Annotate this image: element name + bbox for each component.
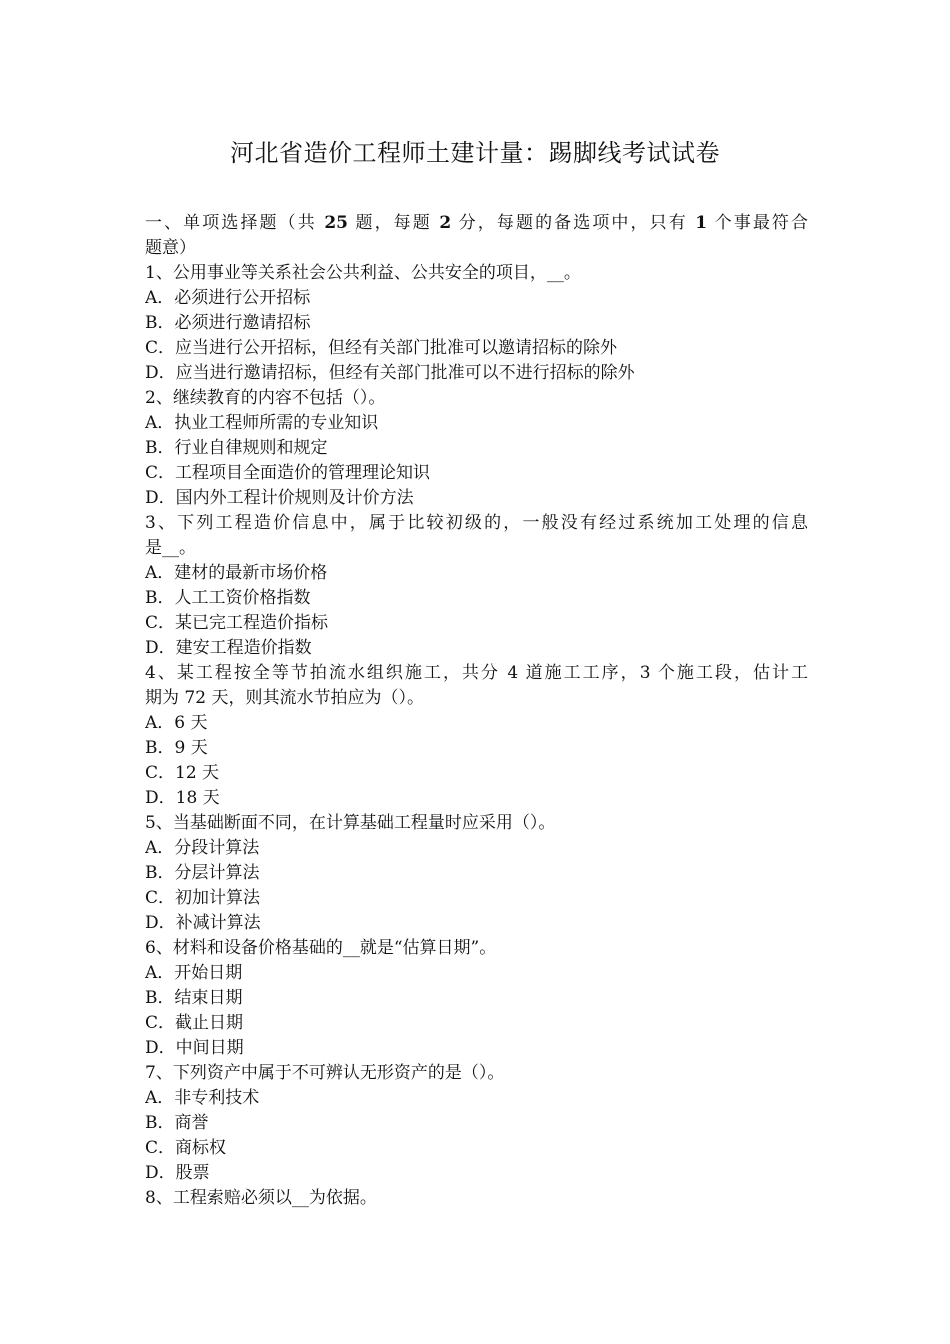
answer-option: C．截止日期	[145, 1013, 244, 1033]
answer-option: A．6 天	[145, 713, 208, 733]
answer-option: B．人工工资价格指数	[145, 588, 311, 608]
answer-option: C．商标权	[145, 1138, 227, 1158]
answer-option: D．股票	[145, 1163, 210, 1183]
question-list	[145, 261, 808, 1211]
answer-option: C．12 天	[145, 763, 220, 783]
answer-option: B．分层计算法	[145, 863, 260, 883]
document-body	[145, 211, 808, 1211]
document-title: 河北省造价工程师土建计量：踢脚线考试试卷	[230, 139, 720, 167]
question-stem: 8、工程索赔必须以__为依据。	[145, 1188, 377, 1208]
question-stem: 2、继续教育的内容不包括（）。	[145, 388, 386, 408]
answer-option: B．9 天	[145, 738, 208, 758]
question-stem: 1、公用事业等关系社会公共利益、公共安全的项目，__。	[145, 263, 581, 283]
answer-option: A．建材的最新市场价格	[145, 563, 328, 583]
question-item	[145, 511, 808, 661]
question-stem: 3、下列工程造价信息中，属于比较初级的，一般没有经过系统加工处理的信息	[145, 513, 808, 533]
question-item	[145, 936, 808, 1061]
question-item	[145, 1061, 808, 1186]
answer-option: D．补减计算法	[145, 913, 261, 933]
question-item	[145, 386, 808, 511]
question-stem: 6、材料和设备价格基础的__就是“估算日期”。	[145, 938, 497, 958]
question-item	[145, 811, 808, 936]
answer-option: D．国内外工程计价规则及计价方法	[145, 488, 414, 508]
section-header: 一、单项选择题（共 25 题，每题 2 分，每题的备选项中，只有 1 个事最符合	[145, 213, 808, 233]
answer-option: D．建安工程造价指数	[145, 638, 312, 658]
question-item	[145, 661, 808, 811]
answer-option: D．中间日期	[145, 1038, 244, 1058]
answer-option: C．初加计算法	[145, 888, 261, 908]
answer-option: C．应当进行公开招标，但经有关部门批准可以邀请招标的除外	[145, 338, 618, 358]
question-stem: 是__。	[145, 538, 196, 558]
answer-option: B．结束日期	[145, 988, 243, 1008]
answer-option: A．非专利技术	[145, 1088, 260, 1108]
answer-option: B．商誉	[145, 1113, 209, 1133]
answer-option: A．开始日期	[145, 963, 243, 983]
answer-option: B．必须进行邀请招标	[145, 313, 311, 333]
question-stem: 7、下列资产中属于不可辨认无形资产的是（）。	[145, 1063, 505, 1083]
answer-option: A．执业工程师所需的专业知识	[145, 413, 379, 433]
question-item	[145, 1186, 808, 1211]
question-stem: 4、某工程按全等节拍流水组织施工，共分 4 道施工工序，3 个施工段，估计工	[145, 663, 808, 683]
answer-option: B．行业自律规则和规定	[145, 438, 328, 458]
answer-option: A．分段计算法	[145, 838, 260, 858]
answer-option: D．18 天	[145, 788, 220, 808]
answer-option: C．某已完工程造价指标	[145, 613, 329, 633]
answer-option: D．应当进行邀请招标，但经有关部门批准可以不进行招标的除外	[145, 363, 635, 383]
answer-option: A．必须进行公开招标	[145, 288, 311, 308]
question-stem: 期为 72 天，则其流水节拍应为（）。	[145, 688, 424, 708]
question-stem: 5、当基础断面不同，在计算基础工程量时应采用（）。	[145, 813, 556, 833]
answer-option: C．工程项目全面造价的管理理论知识	[145, 463, 431, 483]
section-header-continued: 题意）	[145, 238, 196, 258]
question-item	[145, 261, 808, 386]
